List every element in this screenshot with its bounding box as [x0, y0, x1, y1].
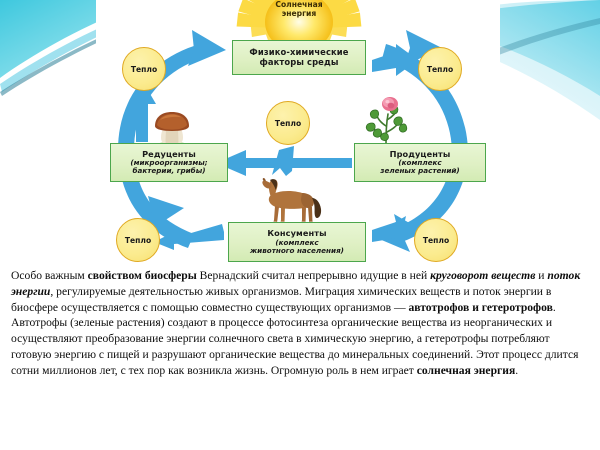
node-producers-line3: зеленых растений) [380, 166, 460, 176]
node-consumers-line3: животного населения) [250, 245, 344, 255]
paragraph-segment: . Автотрофы (зеленые растения) создают в процессе фотосинтеза органические вещества из неорганических и осуществляют преобразование энергии солнечного света в химическую энергию, а гетеротрофы потребляют готовую энергию с пищей и разрушают органические вещества до минеральных соединений. Этот процесс длится сотни миллионов лет, с тех пор как возникла жизнь. Огромную роль в нем играет [11, 300, 579, 377]
horse-icon [254, 176, 328, 228]
mushroom-icon [152, 108, 192, 148]
node-reducers-line2: (микроорганизмы; [130, 158, 208, 168]
sun-label-line2: энергия [281, 9, 317, 19]
heat-bubble-bottom-left: Тепло [116, 218, 160, 262]
heat-bubble-top-right: Тепло [418, 47, 462, 91]
sun-label [236, 0, 362, 24]
node-consumers-line2: (комплекс [275, 237, 319, 247]
biosphere-cycle-diagram [96, 0, 500, 262]
node-reducers[interactable] [110, 143, 228, 182]
node-producers-line1: Продуценты [389, 148, 451, 159]
paragraph-segment: Особо важным [11, 269, 88, 282]
node-reducers-line3: бактерии, грибы) [132, 166, 206, 176]
paragraph-segment: , регулируемые деятельностью живых организмов. Миграция химических веществ и поток энергии в биосфере осуществляется с помощью совместно существующих организмов — [11, 284, 552, 314]
clover-plant-icon [362, 96, 410, 150]
node-consumers-line1: Консументы [267, 228, 327, 239]
heat-bubble-top-left: Тепло [122, 47, 166, 91]
heat-bubble-bottom-right: Тепло [414, 218, 458, 262]
paragraph-segment: . [515, 363, 519, 377]
node-physical-chemical-factors[interactable] [232, 40, 366, 75]
node-phys-line2: факторы среды [259, 56, 339, 67]
paragraph-segment: автотрофов и гетеротрофов [408, 300, 553, 314]
paragraph-segment: и [535, 269, 548, 282]
node-reducers-line1: Редуценты [142, 148, 196, 159]
paragraph-segment: поток энергии [11, 269, 581, 298]
node-consumers[interactable] [228, 222, 366, 262]
node-producers[interactable] [354, 143, 486, 182]
body-paragraph [11, 268, 589, 379]
heat-bubble-center: Тепло [266, 101, 310, 145]
paragraph-segment: круговорот веществ [430, 269, 536, 282]
node-phys-line1: Физико-химические [249, 47, 349, 58]
paragraph-segment: свойством биосферы [87, 269, 197, 282]
node-producers-line2: (комплекс [398, 158, 442, 168]
paragraph-segment: Вернадский считал непрерывно идущие в ней [196, 269, 431, 282]
paragraph-segment: солнечная энергия [416, 363, 516, 377]
sun-label-line1: Солнечная [275, 0, 323, 9]
